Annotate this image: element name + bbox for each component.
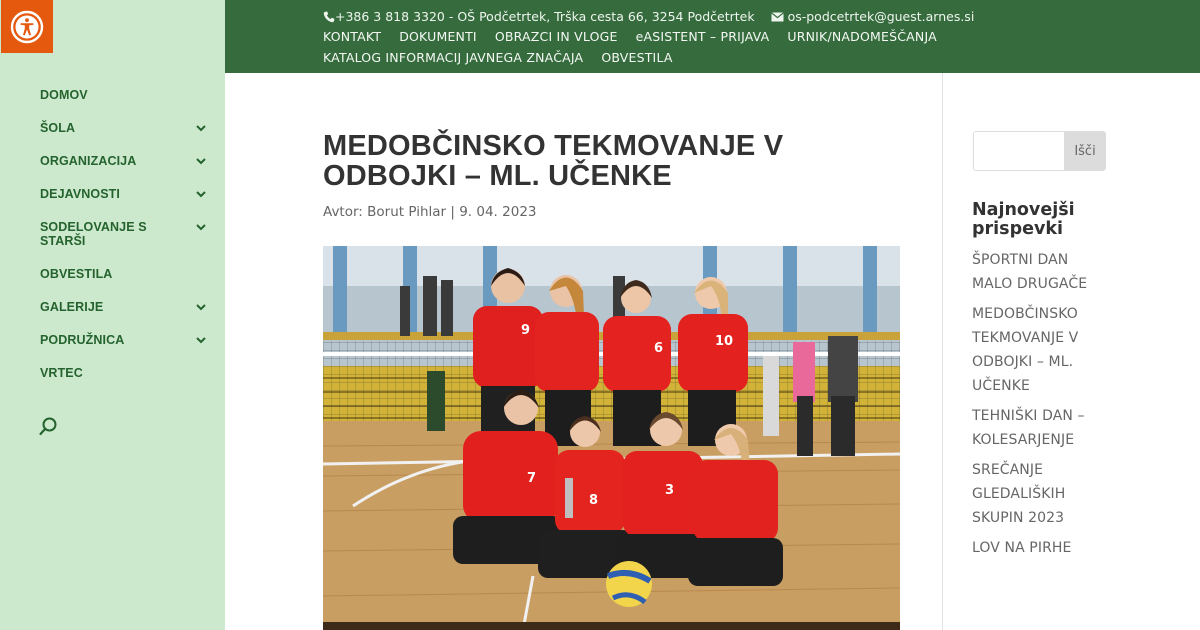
sidebar-item-label: OBVESTILA: [40, 267, 113, 281]
recent-post-link[interactable]: SREČANJE GLEDALIŠKIH SKUPIN 2023: [972, 462, 1066, 526]
phone-address-text: +386 3 818 3320 - OŠ Podčetrtek, Trška cesta 66, 3254 Podčetrtek: [335, 9, 755, 24]
sidebar-item-1[interactable]: [40, 121, 208, 135]
sidebar-item-7[interactable]: [40, 333, 208, 347]
recent-post-link[interactable]: TEHNIŠKI DAN – KOLESARJENJE: [972, 408, 1085, 448]
top-menu-link[interactable]: OBRAZCI IN VLOGE: [494, 29, 618, 44]
jersey-number: 10: [715, 334, 734, 349]
jersey-number: 7: [527, 471, 537, 486]
sidebar-item-label: GALERIJE: [40, 300, 104, 314]
sidebar-item-label: DEJAVNOSTI: [40, 187, 120, 201]
accessibility-icon: [10, 10, 44, 44]
sidebar-item-6[interactable]: [40, 300, 208, 314]
sidebar-item-label: ORGANIZACIJA: [40, 154, 137, 168]
recent-posts-list: [972, 248, 1112, 566]
search-input[interactable]: [974, 132, 1066, 170]
recent-posts-title: Najnovejši prispevki: [972, 200, 1075, 239]
sidebar-item-label: ŠOLA: [40, 121, 76, 135]
top-menu-link[interactable]: KATALOG INFORMACIJ JAVNEGA ZNAČAJA: [323, 50, 584, 65]
sidebar-item-label: PODRUŽNICA: [40, 333, 125, 347]
sidebar-item-3[interactable]: [40, 187, 208, 201]
sidebar-item-0[interactable]: [40, 88, 208, 102]
article-meta: Avtor: Borut Pihlar | 9. 04. 2023: [323, 204, 537, 220]
jersey-number: 8: [589, 493, 599, 508]
email-link[interactable]: os-podcetrtek@guest.arnes.si: [787, 9, 975, 24]
jersey-number: 6: [654, 341, 664, 356]
search-icon[interactable]: [38, 416, 60, 438]
sidebar-item-label: DOMOV: [40, 88, 88, 102]
sidebar-item-2[interactable]: [40, 154, 208, 168]
search-button[interactable]: Išči: [1064, 132, 1105, 170]
sidebar-search-form: [973, 131, 1106, 171]
recent-post-link[interactable]: LOV NA PIRHE: [972, 540, 1072, 556]
top-menu-link[interactable]: DOKUMENTI: [399, 29, 477, 44]
top-menu-link[interactable]: URNIK/NADOMEŠČANJA: [787, 29, 937, 44]
top-menu-link[interactable]: KONTAKT: [323, 29, 382, 44]
top-header: [225, 0, 1200, 73]
sidebar-item-label: VRTEC: [40, 366, 83, 380]
article-title: MEDOBČINSKO TEKMOVANJE V ODBOJKI – ML. UČENKE: [323, 130, 784, 192]
sidebar-item-label: SODELOVANJE S STARŠI: [40, 220, 147, 248]
chevron-down-icon[interactable]: [194, 334, 208, 346]
chevron-down-icon[interactable]: [194, 188, 208, 200]
sidebar-item-4[interactable]: [40, 220, 208, 248]
email-icon: [771, 12, 784, 22]
phone-icon: [323, 11, 335, 23]
top-menu-row-1: [323, 29, 955, 44]
chevron-down-icon[interactable]: [194, 122, 208, 134]
top-menu-link[interactable]: OBVESTILA: [601, 50, 673, 65]
jersey-number: 9: [521, 323, 531, 338]
top-menu-row-2: [323, 50, 691, 65]
recent-post-link[interactable]: MEDOBČINSKO TEKMOVANJE V ODBOJKI – ML. UČENKE: [972, 306, 1079, 394]
jersey-number: 3: [665, 483, 675, 498]
recent-post-link[interactable]: ŠPORTNI DAN MALO DRUGAČE: [972, 252, 1088, 292]
accessibility-button[interactable]: [1, 0, 53, 53]
chevron-down-icon[interactable]: [194, 221, 208, 233]
content-divider: [942, 73, 943, 630]
left-sidebar: [0, 0, 225, 630]
chevron-down-icon[interactable]: [194, 301, 208, 313]
chevron-down-icon[interactable]: [194, 155, 208, 167]
sidebar-item-8[interactable]: [40, 366, 208, 380]
top-menu-link[interactable]: eASISTENT – PRIJAVA: [635, 29, 770, 44]
contact-info: [323, 8, 974, 24]
article-photo[interactable]: [323, 246, 900, 630]
sidebar-item-5[interactable]: [40, 267, 208, 281]
